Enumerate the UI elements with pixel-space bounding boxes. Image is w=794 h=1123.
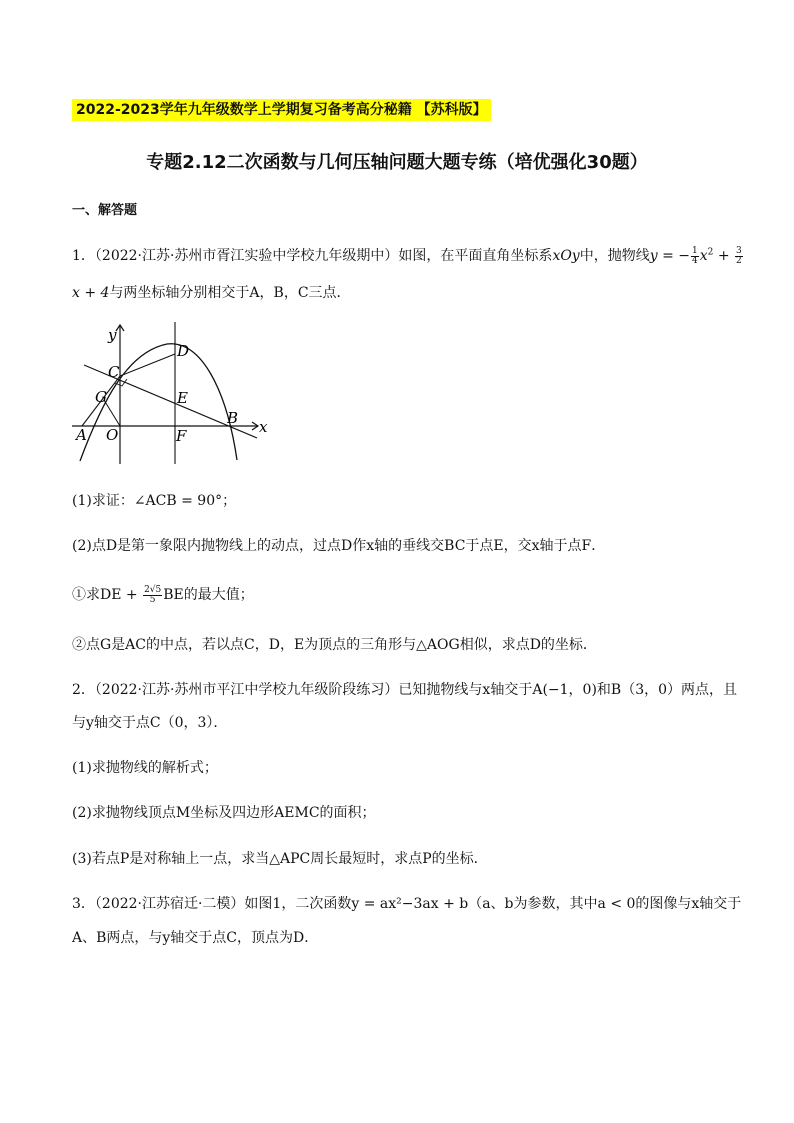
label-x: x	[259, 418, 268, 436]
q1-eq-plus: +	[713, 248, 735, 264]
q2-part-1: (1)求抛物线的解析式；	[72, 760, 218, 776]
q1-part-2a-text-b: BE的最大值；	[163, 587, 254, 603]
segment-cd	[120, 354, 175, 376]
q1-xoy: xOy	[552, 248, 580, 264]
q1-part-2: (2)点D是第一象限内抛物线上的动点，过点D作x轴的垂线交BC于点E，交x轴于点F．	[72, 538, 606, 554]
label-o: O	[106, 426, 119, 444]
q1-eq-sq: 2	[707, 247, 714, 258]
label-a: A	[76, 426, 87, 444]
label-g: G	[95, 388, 107, 406]
q3-intro-line2: A、B两点，与y轴交于点C，顶点为D．	[72, 930, 319, 946]
q1-figure	[72, 322, 272, 464]
label-y: y	[108, 326, 117, 344]
section-heading: 一、解答题	[72, 203, 138, 218]
q1-line2-math: x + 4	[72, 285, 110, 301]
q1-frac-1: $\frac{1}{4}$	[692, 245, 698, 266]
q1-frac-3: $\frac{2√5}{5}$	[144, 584, 162, 605]
q2-intro-line2: 与y轴交于点C（0，3）．	[72, 715, 228, 731]
q1-part-2a	[72, 584, 254, 605]
page-title: 专题2.12二次函数与几何压轴问题大题专练（培优强化30题）	[146, 152, 648, 173]
q2-part-3: (3)若点P是对称轴上一点，求当△APC周长最短时，求点P的坐标．	[72, 851, 488, 867]
q2-part-2: (2)求抛物线顶点M坐标及四边形AEMC的面积；	[72, 805, 376, 821]
q1-part-1: (1)求证：∠ACB = 90°；	[72, 493, 237, 509]
q1-intro	[72, 245, 744, 266]
q1-intro-text-b: 中，抛物线	[579, 248, 650, 264]
q1-part-2a-text-a: ①求DE +	[72, 587, 143, 603]
q3-intro: 3．（2022·江苏宿迁·二模）如图1，二次函数y = ax²−3ax + b（a、b为参数，其中a < 0的图像与x轴交于	[72, 896, 742, 912]
label-e: E	[177, 389, 188, 407]
q1-frac-2: $\frac{3}{2}$	[736, 245, 742, 266]
label-d: D	[177, 342, 190, 360]
q2-intro: 2．（2022·江苏·苏州市平江中学校九年级阶段练习）已知抛物线与x轴交于A(−1，0)和B（3，0）两点，且	[72, 682, 738, 698]
label-b: B	[227, 409, 239, 427]
q1-eq-x: x	[699, 248, 708, 264]
q1-part-2b: ②点G是AC的中点，若以点C，D，E为顶点的三角形与△AOG相似，求点D的坐标．	[72, 637, 597, 653]
label-f: F	[176, 427, 187, 445]
label-c: C	[108, 363, 120, 381]
series-banner: 2022-2023学年九年级数学上学期复习备考高分秘籍 【苏科版】	[72, 99, 491, 121]
q1-line2-text: 与两坐标轴分别相交于A，B，C三点．	[109, 285, 351, 301]
q1-intro-text-a: 1．（2022·江苏·苏州市胥江实验中学校九年级期中）如图，在平面直角坐标系	[72, 248, 553, 264]
q1-intro-line2	[72, 282, 351, 302]
q1-eq-lhs: y = −	[649, 248, 691, 264]
